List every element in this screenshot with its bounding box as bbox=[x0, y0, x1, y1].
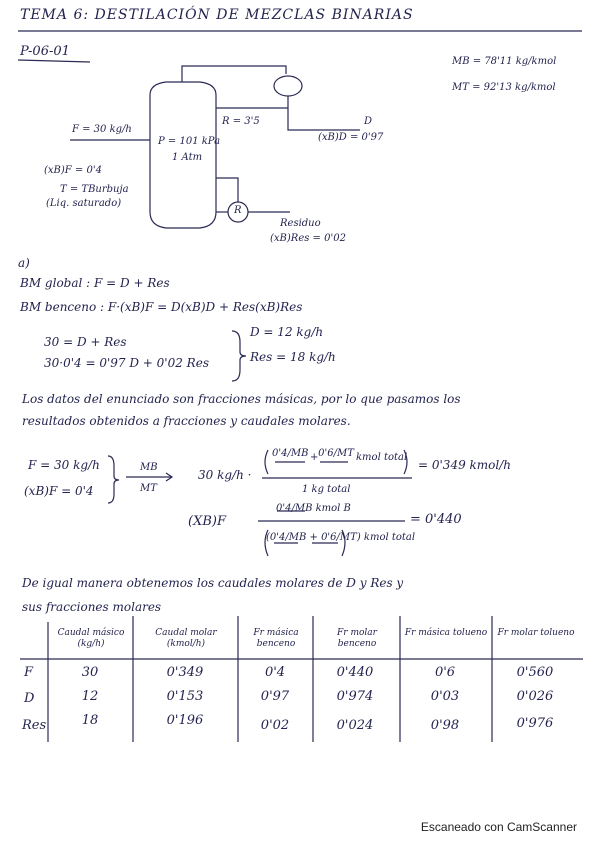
scanner-watermark: Escaneado con CamScanner bbox=[420, 820, 577, 834]
table-cell: 0'4 bbox=[264, 665, 286, 680]
paragraph-1-line-1: Los datos del enunciado son fracciones másicas, por lo que pasamos los bbox=[22, 392, 461, 406]
problem-underline bbox=[18, 60, 90, 62]
xbf-denominator: (0'4/MB + 0'6/MT) kmol total bbox=[266, 532, 416, 543]
molar-mass-benzene: MB = 78'11 kg/kmol bbox=[452, 56, 557, 67]
paragraph-2-line-1: De igual manera obtenemos los caudales molares de D y Res y bbox=[22, 576, 404, 590]
table-header-mass-flow: Caudal másico (kg/h) bbox=[57, 628, 125, 649]
distillate-composition-label: (xB)D = 0'97 bbox=[318, 132, 384, 143]
table-cell: 0'98 bbox=[430, 718, 460, 733]
feed-state-label: (Liq. saturado) bbox=[46, 198, 122, 209]
table-cell: 0'349 bbox=[166, 665, 204, 680]
table-cell: 0'024 bbox=[336, 718, 374, 733]
table-header-mass-frac-benzene: Fr másica benceno bbox=[253, 628, 299, 649]
paragraph-1-line-2: resultados obtenidos a fracciones y caudales molares. bbox=[22, 414, 351, 428]
paragraph-2-line-2: sus fracciones molares bbox=[22, 600, 162, 614]
xbf-numerator: 0'4/MB kmol B bbox=[276, 503, 351, 514]
table-row-label: D bbox=[24, 691, 35, 706]
conversion-denominator: 1 kg total bbox=[302, 484, 351, 495]
table-cell: 0'97 bbox=[260, 689, 290, 704]
conversion-term-a: 0'4/MB bbox=[272, 448, 309, 459]
system-brace bbox=[232, 331, 246, 381]
feed-composition-label: (xB)F = 0'4 bbox=[44, 165, 102, 176]
feed-temp-label: T = TBurbuja bbox=[60, 184, 129, 195]
vapor-line bbox=[182, 66, 286, 82]
reflux-line bbox=[216, 96, 288, 108]
xbf-result: = 0'440 bbox=[410, 512, 462, 527]
table-cell: 0'974 bbox=[336, 689, 374, 704]
reflux-ratio-label: R = 3'5 bbox=[222, 116, 260, 127]
table-cell: 0'560 bbox=[516, 665, 554, 680]
residue-label: Residuo bbox=[280, 218, 321, 229]
conversion-num-unit: kmol total bbox=[356, 452, 408, 463]
equation-2: 30·0'4 = 0'97 D + 0'02 Res bbox=[44, 356, 209, 370]
table-header-mass-frac-toluene: Fr másica tolueno bbox=[404, 628, 488, 638]
residue-composition-label: (xB)Res = 0'02 bbox=[270, 233, 346, 244]
result-residue: Res = 18 kg/h bbox=[250, 350, 336, 364]
table-cell: 30 bbox=[81, 665, 99, 680]
conversion-result: = 0'349 kmol/h bbox=[418, 458, 512, 472]
table-cell: 0'02 bbox=[260, 718, 290, 733]
conversion-feed-mass: F = 30 kg/h bbox=[28, 458, 100, 472]
table-row-label: F bbox=[24, 665, 34, 680]
paren-left bbox=[265, 450, 268, 474]
feed-flow-label: F = 30 kg/h bbox=[72, 124, 132, 135]
table-row-label: Res bbox=[22, 718, 47, 733]
column-pressure-label: P = 101 kPa bbox=[158, 136, 221, 147]
table-header-molar-frac-toluene: Fr molar tolueno bbox=[497, 628, 575, 638]
conversion-arrow-top: MB bbox=[140, 462, 158, 473]
table-cell: 12 bbox=[81, 689, 99, 704]
conversion-plus: + bbox=[310, 452, 319, 463]
page-title: TEMA 6: DESTILACIÓN DE MEZCLAS BINARIAS bbox=[20, 7, 414, 23]
bm-global: BM global : F = D + Res bbox=[20, 276, 170, 290]
table-cell: 0'026 bbox=[516, 689, 554, 704]
conversion-term-b: 0'6/MT bbox=[318, 448, 354, 459]
table-header-molar-flow: Caudal molar (kmol/h) bbox=[155, 628, 217, 649]
table-header-molar-frac-benzene: Fr molar benceno bbox=[337, 628, 377, 649]
conversion-arrow-bottom: MT bbox=[140, 483, 157, 494]
table-cell: 0'440 bbox=[336, 665, 374, 680]
condenser-shape bbox=[274, 76, 302, 96]
table-cell: 0'196 bbox=[166, 713, 204, 728]
table-cell: 0'6 bbox=[434, 665, 456, 680]
distillate-label: D bbox=[364, 116, 373, 127]
distillate-line bbox=[288, 108, 360, 130]
column-pressure-atm: 1 Atm bbox=[172, 152, 203, 163]
equation-1: 30 = D + Res bbox=[44, 335, 127, 349]
table-cell: 0'153 bbox=[166, 689, 204, 704]
bm-benzene: BM benceno : F·(xB)F = D(xB)D + Res(xB)Res bbox=[20, 300, 303, 314]
molar-mass-toluene: MT = 92'13 kg/kmol bbox=[452, 82, 556, 93]
table-cell: 18 bbox=[81, 713, 99, 728]
result-distillate: D = 12 kg/h bbox=[250, 325, 324, 339]
conversion-feed-composition: (xB)F = 0'4 bbox=[24, 484, 94, 498]
reboiler-return bbox=[216, 178, 238, 202]
reboiler-label: R bbox=[234, 205, 242, 216]
conversion-brace bbox=[108, 456, 119, 503]
table-cell: 0'976 bbox=[516, 716, 554, 731]
xbf-lhs: (XB)F bbox=[188, 514, 226, 529]
problem-id: P-06-01 bbox=[20, 44, 70, 59]
table-cell: 0'03 bbox=[430, 689, 460, 704]
part-a-label: a) bbox=[18, 256, 30, 270]
conversion-lhs: 30 kg/h · bbox=[198, 468, 252, 482]
